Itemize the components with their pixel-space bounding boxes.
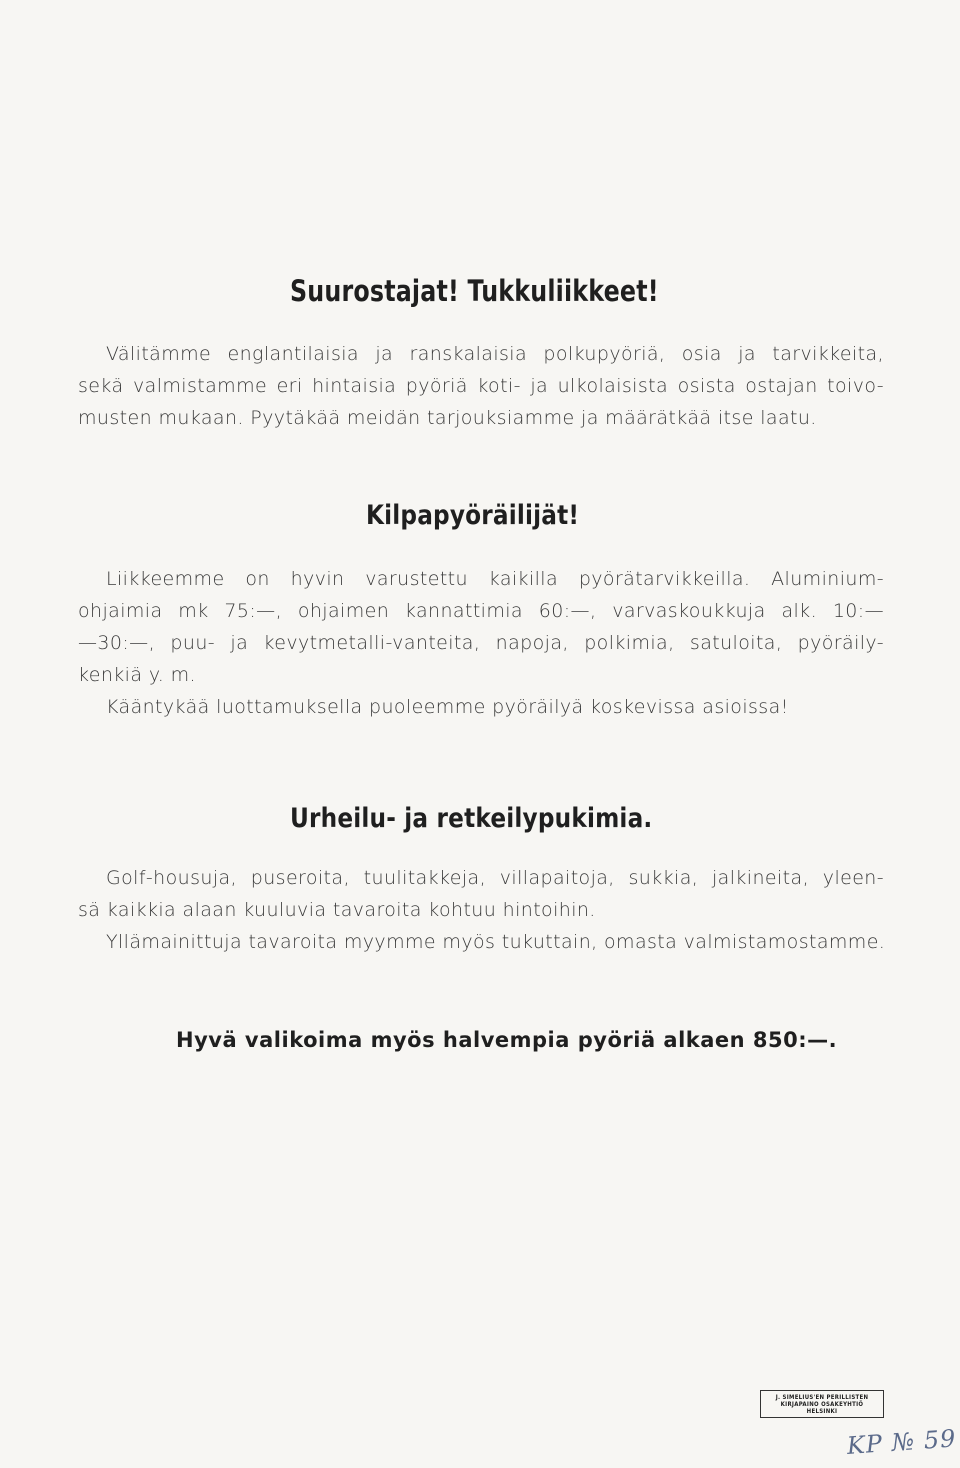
paragraph-line: Liikkeemme on hyvin varustettu kaikilla pyörätarvikkeilla. Aluminium-: [106, 568, 884, 590]
heading-racing-cyclists: Kilpapyöräilijät!: [366, 500, 580, 531]
paragraph-line: musten mukaan. Pyytäkää meidän tarjouksiamme ja määrätkää itse laatu.: [78, 407, 817, 429]
paragraph-clothing: [78, 862, 884, 958]
closing-offer: Hyvä valikoima myös halvempia pyöriä alkaen 850:—.: [176, 1028, 838, 1052]
handwritten-catalog-note: KP № 59: [846, 1424, 958, 1460]
paragraph-line: sekä valmistamme eri hintaisia pyöriä koti- ja ulkolaisista osista ostajan toivo-: [78, 375, 884, 397]
stamp-line: HELSINKI: [806, 1407, 838, 1415]
paragraph-accessories: [78, 563, 884, 723]
paragraph-line: Välitämme englantilaisia ja ranskalaisia polkupyöriä, osia ja tarvikkeita,: [106, 343, 884, 365]
paragraph-line: —30:—, puu- ja kevytmetalli-vanteita, napoja, polkimia, satuloita, pyöräily-: [78, 632, 884, 654]
paragraph-line: Golf-housuja, puseroita, tuulitakkeja, villapaitoja, sukkia, jalkineita, yleen-: [106, 867, 884, 889]
stamp-line: J. SIMELIUS'EN PERILLISTEN: [775, 1393, 869, 1401]
printer-stamp: [760, 1390, 884, 1418]
paragraph-line: kenkiä y. m.: [78, 664, 196, 686]
heading-sports-clothing: Urheilu- ja retkeilypukimia.: [290, 803, 653, 834]
paragraph-line: Kääntykää luottamuksella puoleemme pyöräilyä koskevissa asioissa!: [106, 696, 789, 718]
heading-wholesalers: Suurostajat! Tukkuliikkeet!: [290, 274, 659, 308]
paragraph-line: sä kaikkia alaan kuuluvia tavaroita kohtuu hintoihin.: [78, 899, 596, 921]
stamp-line: KIRJAPAINO OSAKEYHTIÖ: [780, 1400, 864, 1408]
paragraph-line: Yllämainittuja tavaroita myymme myös tukuttain, omasta valmistamostamme.: [106, 931, 886, 953]
paragraph-line: ohjaimia mk 75:—, ohjaimen kannattimia 60:—, varvaskoukkuja alk. 10:—: [78, 600, 884, 622]
paragraph-imports: [78, 338, 884, 434]
